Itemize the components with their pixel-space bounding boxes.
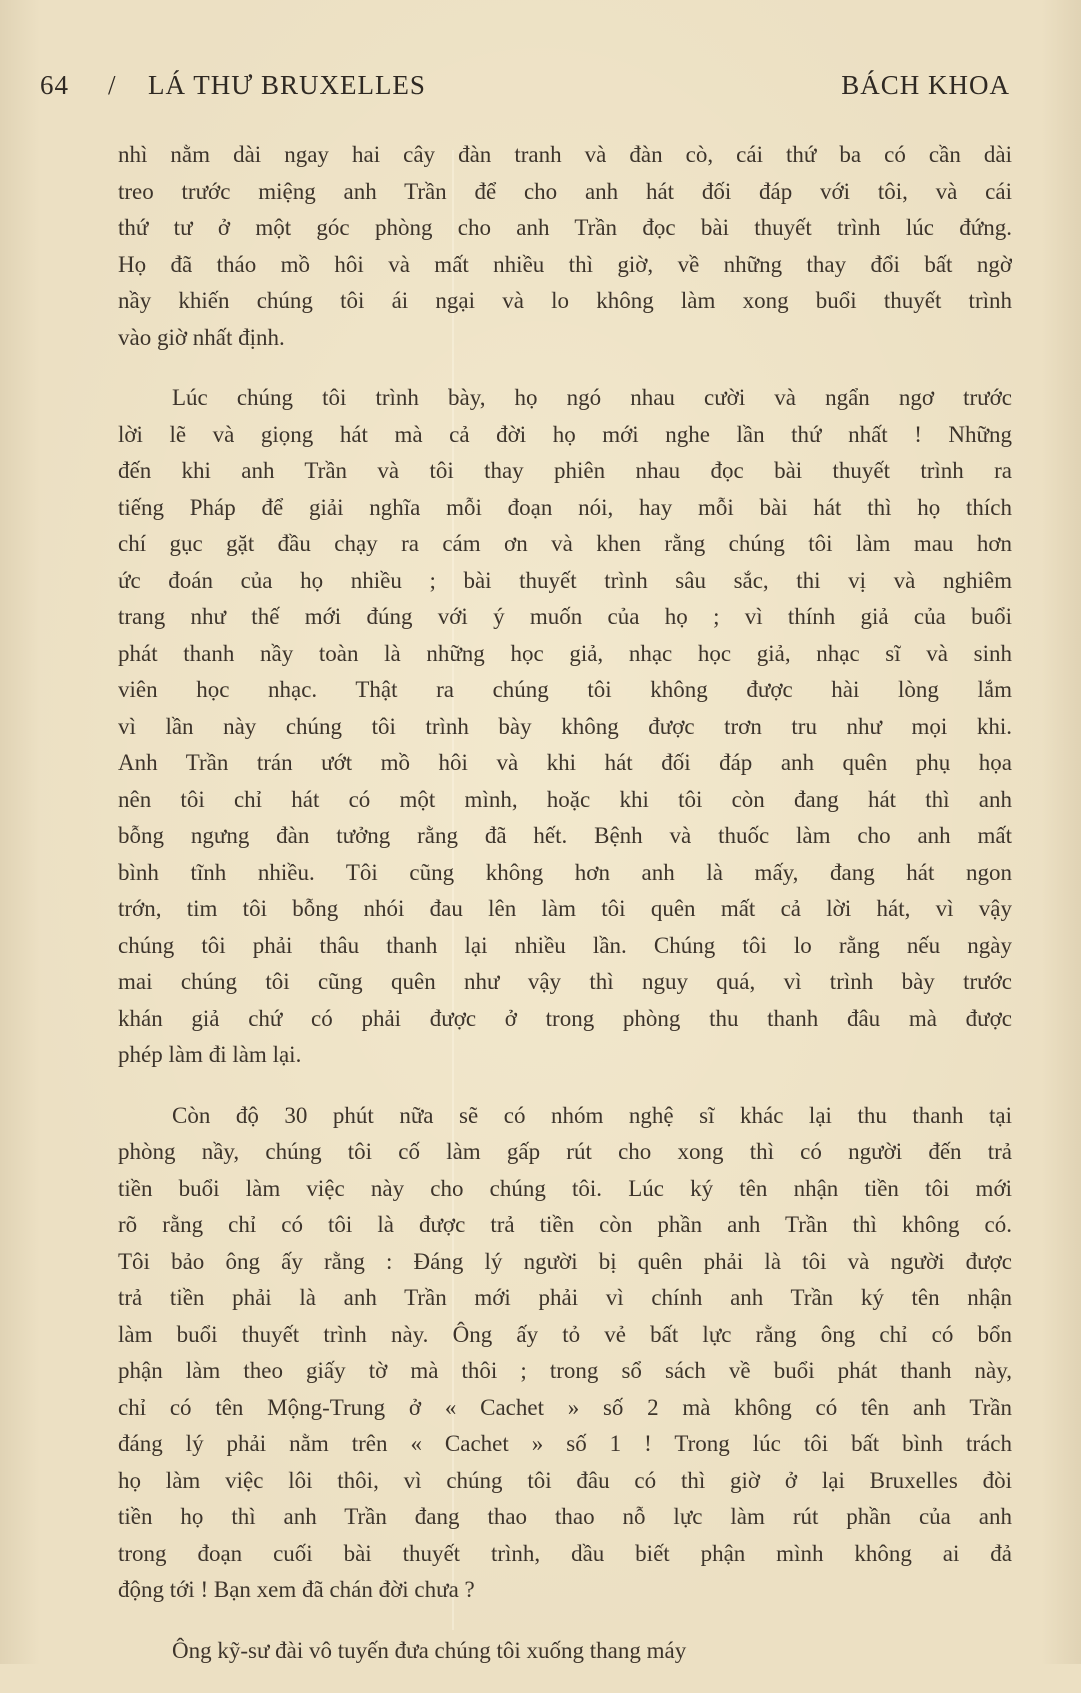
page-number: 64 xyxy=(40,70,69,100)
text-line: làm buổi thuyết trình này. Ông ấy tỏ vẻ bất lực rằng ông chỉ có bổn xyxy=(118,1321,1012,1347)
text-line: Họ đã tháo mồ hôi và mất nhiều thì giờ, về những thay đổi bất ngờ xyxy=(118,251,1012,277)
text-line: vì lần này chúng tôi trình bày không được trơn tru như mọi khi. xyxy=(118,713,1012,739)
text-line: treo trước miệng anh Trần để cho anh hát đối đáp với tôi, và cái xyxy=(118,178,1012,204)
text-line: tiếng Pháp để giải nghĩa mỗi đoạn nói, hay mỗi bài hát thì họ thích xyxy=(118,494,1012,520)
text-line: chúng tôi phải thâu thanh lại nhiều lần. Chúng tôi lo rằng nếu ngày xyxy=(118,932,1012,958)
text-line: nên tôi chỉ hát có một mình, hoặc khi tôi còn đang hát thì anh xyxy=(118,786,1012,812)
text-line: tiền buổi làm việc này cho chúng tôi. Lúc ký tên nhận tiền tôi mới xyxy=(118,1175,1012,1201)
text-line: bỗng ngưng đàn tưởng rằng đã hết. Bệnh và thuốc làm cho anh mất xyxy=(118,823,1012,848)
text-line: nhì nằm dài ngay hai cây đàn tranh và đàn cò, cái thứ ba có cần dài xyxy=(118,142,1012,167)
text-line: Còn độ 30 phút nữa sẽ có nhóm nghệ sĩ khác lại thu thanh tại xyxy=(172,1102,1012,1128)
text-line: trang như thế mới đúng với ý muốn của họ ; vì thính giả của buổi xyxy=(118,604,1012,629)
text-line: đáng lý phải nằm trên « Cachet » số 1 ! Trong lúc tôi bất bình trách xyxy=(118,1431,1012,1456)
text-line: chỉ có tên Mộng-Trung ở « Cachet » số 2 mà không có tên anh Trần xyxy=(118,1394,1012,1420)
text-line: Tôi bảo ông ấy rằng : Đáng lý người bị quên phải là tôi và người được xyxy=(118,1248,1012,1274)
paragraph xyxy=(118,137,1012,356)
article-title: LÁ THƯ BRUXELLES xyxy=(148,70,426,100)
text-line: nầy khiến chúng tôi ái ngại và lo không làm xong buổi thuyết trình xyxy=(118,288,1012,313)
text-line: trong đoạn cuối bài thuyết trình, dầu biết phận mình không ai đả xyxy=(118,1540,1012,1566)
text-line: phép làm đi làm lại. xyxy=(118,1042,302,1067)
text-line: Lúc chúng tôi trình bày, họ ngó nhau cười và ngẩn ngơ trước xyxy=(172,385,1012,410)
text-line: chí gục gặt đầu chạy ra cám ơn và khen rằng chúng tôi làm mau hơn xyxy=(118,531,1012,556)
text-line: họ làm việc lôi thôi, vì chúng tôi đâu có thì giờ ở lại Bruxelles đòi xyxy=(118,1467,1012,1493)
text-line: mai chúng tôi cũng quên như vậy thì nguy quá, vì trình bày trước xyxy=(118,969,1012,994)
text-line: Anh Trần trán ướt mồ hôi và khi hát đối đáp anh quên phụ họa xyxy=(118,750,1012,775)
magazine-name: BÁCH KHOA xyxy=(841,70,1010,100)
text-line: tiền họ thì anh Trần đang thao thao nỗ lực làm rút phần của anh xyxy=(118,1504,1012,1529)
text-line: ức đoán của họ nhiều ; bài thuyết trình sâu sắc, thi vị và nghiêm xyxy=(118,567,1012,593)
text-line: vào giờ nhất định. xyxy=(118,324,285,350)
paragraph xyxy=(118,380,1012,1074)
text-line: động tới ! Bạn xem đã chán đời chưa ? xyxy=(118,1577,475,1602)
text-line: Ông kỹ-sư đài vô tuyến đưa chúng tôi xuống thang máy xyxy=(172,1637,687,1663)
text-line: trớn, tim tôi bỗng nhói đau lên làm tôi quên mất cả lời hát, vì vậy xyxy=(118,896,1012,921)
text-line: trả tiền phải là anh Trần mới phải vì chính anh Trần ký tên nhận xyxy=(118,1285,1012,1310)
article-body xyxy=(118,137,1012,1693)
text-line: phòng nầy, chúng tôi cố làm gấp rút cho xong thì có người đến trả xyxy=(118,1139,1012,1164)
text-line: phận làm theo giấy tờ mà thôi ; trong sổ sách về buổi phát thanh này, xyxy=(118,1358,1012,1383)
text-line: khán giả chứ có phải được ở trong phòng thu thanh đâu mà được xyxy=(118,1005,1012,1031)
paragraph xyxy=(118,1098,1012,1609)
page-header xyxy=(40,70,1010,110)
text-line: đến khi anh Trần và tôi thay phiên nhau đọc bài thuyết trình ra xyxy=(118,458,1012,483)
text-line: bình tĩnh nhiều. Tôi cũng không hơn anh là mấy, đang hát ngon xyxy=(118,859,1012,885)
text-line: viên học nhạc. Thật ra chúng tôi không được hài lòng lắm xyxy=(118,677,1012,702)
text-line: lời lẽ và giọng hát mà cả đời họ mới nghe lần thứ nhất ! Những xyxy=(118,421,1012,447)
text-line: phát thanh nầy toàn là những học giả, nhạc học giả, nhạc sĩ và sinh xyxy=(118,640,1012,666)
header-separator: / xyxy=(108,70,117,100)
text-line: thứ tư ở một góc phòng cho anh Trần đọc bài thuyết trình lúc đứng. xyxy=(118,215,1012,240)
text-line: rõ rằng chỉ có tôi là được trả tiền còn phần anh Trần thì không có. xyxy=(118,1212,1012,1237)
